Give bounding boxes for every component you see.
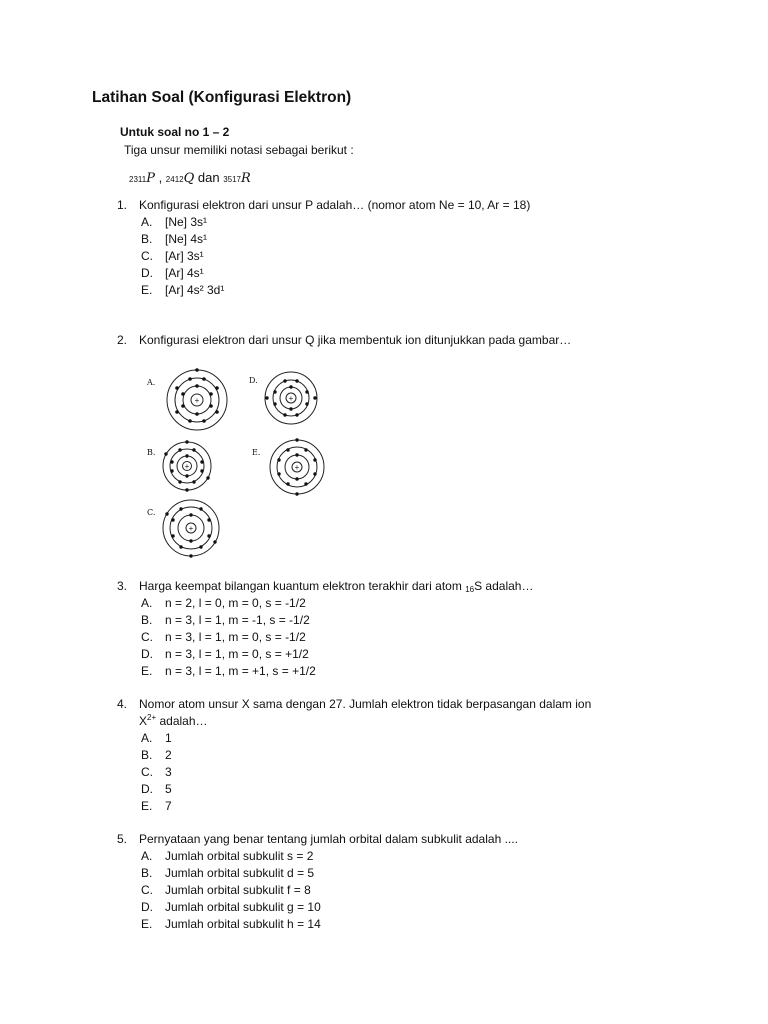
atom-label: B. <box>147 448 156 457</box>
option-letter: B. <box>141 613 153 627</box>
option-letter: D. <box>141 900 153 914</box>
atom-label: C. <box>147 508 156 517</box>
svg-text:+: + <box>294 463 300 472</box>
option-text: n = 2, l = 0, m = 0, s = -1/2 <box>165 596 306 610</box>
atom-option-c[interactable] <box>145 498 230 558</box>
option-letter: A. <box>141 215 153 229</box>
atomic-number-subscript: 16 <box>465 585 475 594</box>
option-letter: E. <box>141 283 153 297</box>
option-letter: E. <box>141 799 153 813</box>
atom-label: E. <box>252 448 261 457</box>
stem-text: Harga keempat bilangan kuantum elektron terakhir dari atom <box>139 579 466 593</box>
question-stem-line-2 <box>139 714 208 728</box>
option-letter: B. <box>141 232 153 246</box>
option-text: n = 3, l = 1, m = +1, s = +1/2 <box>165 664 316 678</box>
option-letter: E. <box>141 664 153 678</box>
option-letter: C. <box>141 765 153 779</box>
option-text: Jumlah orbital subkulit s = 2 <box>165 849 314 863</box>
option-letter: D. <box>141 266 153 280</box>
ion-charge: 2+ <box>147 713 157 722</box>
question-number: 1. <box>117 198 128 212</box>
atom-option-a[interactable] <box>145 368 230 432</box>
atom-label: D. <box>249 376 258 385</box>
svg-text:+: + <box>188 524 194 533</box>
option-letter: D. <box>141 647 153 661</box>
option-text: [Ar] 4s² 3d¹ <box>165 283 225 297</box>
stem-text-end: S adalah… <box>474 579 534 593</box>
question-stem: Konfigurasi elektron dari unsur P adalah… (nomor atom Ne = 10, Ar = 18) <box>139 198 531 212</box>
notation-q-prefix: 2412 <box>165 175 184 184</box>
option-letter: E. <box>141 917 153 931</box>
option-text: n = 3, l = 1, m = 0, s = +1/2 <box>165 647 309 661</box>
option-text: [Ar] 3s¹ <box>165 249 204 263</box>
option-letter: D. <box>141 782 153 796</box>
option-text: 1 <box>165 731 172 745</box>
section-intro: Tiga unsur memiliki notasi sebagai berikut : <box>124 143 354 157</box>
option-text: Jumlah orbital subkulit h = 14 <box>165 917 321 931</box>
notation-p-prefix: 2311 <box>129 175 147 184</box>
option-letter: C. <box>141 883 153 897</box>
ion-symbol: X <box>139 714 148 728</box>
question-stem: Nomor atom unsur X sama dengan 27. Jumlah elektron tidak berpasangan dalam ion <box>139 697 592 711</box>
atom-label: A. <box>147 378 156 387</box>
page-title: Latihan Soal (Konfigurasi Elektron) <box>92 89 352 106</box>
svg-text:+: + <box>194 396 200 405</box>
atom-diagram <box>161 498 221 558</box>
option-text: Jumlah orbital subkulit d = 5 <box>165 866 315 880</box>
svg-text:+: + <box>184 462 190 471</box>
question-number: 2. <box>117 333 128 347</box>
option-text: Jumlah orbital subkulit g = 10 <box>165 900 321 914</box>
question-number: 5. <box>117 832 128 846</box>
option-text: 7 <box>165 799 172 813</box>
option-text: 5 <box>165 782 172 796</box>
option-text: n = 3, l = 1, m = -1, s = -1/2 <box>165 613 310 627</box>
option-letter: A. <box>141 849 153 863</box>
option-letter: C. <box>141 249 153 263</box>
option-text: Jumlah orbital subkulit f = 8 <box>165 883 311 897</box>
option-text: 3 <box>165 765 172 779</box>
notation-sep-2: dan <box>194 170 224 185</box>
atom-diagram <box>161 440 213 492</box>
notation-q-symbol: Q <box>183 171 195 186</box>
question-stem: Pernyataan yang benar tentang jumlah orbital dalam subkulit adalah .... <box>139 832 518 846</box>
question-number: 3. <box>117 579 128 593</box>
option-text: n = 3, l = 1, m = 0, s = -1/2 <box>165 630 306 644</box>
option-letter: C. <box>141 630 153 644</box>
option-text: [Ne] 4s¹ <box>165 232 208 246</box>
option-letter: B. <box>141 866 153 880</box>
atom-diagram <box>165 368 229 432</box>
question-stem <box>139 579 533 594</box>
svg-text:+: + <box>288 394 294 403</box>
stem-text-end: adalah… <box>156 714 208 728</box>
atom-option-d[interactable] <box>247 370 322 426</box>
notation-r-prefix: 3517 <box>223 175 241 184</box>
option-text: [Ar] 4s¹ <box>165 266 204 280</box>
question-stem: Konfigurasi elektron dari unsur Q jika membentuk ion ditunjukkan pada gambar… <box>139 333 572 347</box>
notation-sep-1: , <box>154 170 166 185</box>
atom-diagram <box>263 370 319 426</box>
atom-diagram <box>268 438 326 496</box>
question-number: 4. <box>117 697 128 711</box>
option-letter: B. <box>141 748 153 762</box>
element-notation <box>129 170 251 186</box>
atom-option-b[interactable] <box>145 440 230 492</box>
option-text: 2 <box>165 748 172 762</box>
section-heading: Untuk soal no 1 – 2 <box>120 125 230 139</box>
option-text: [Ne] 3s¹ <box>165 215 208 229</box>
option-letter: A. <box>141 731 153 745</box>
notation-r-symbol: R <box>240 171 251 186</box>
option-letter: A. <box>141 596 153 610</box>
atom-option-e[interactable] <box>250 438 330 496</box>
notation-p-symbol: P <box>146 171 155 186</box>
